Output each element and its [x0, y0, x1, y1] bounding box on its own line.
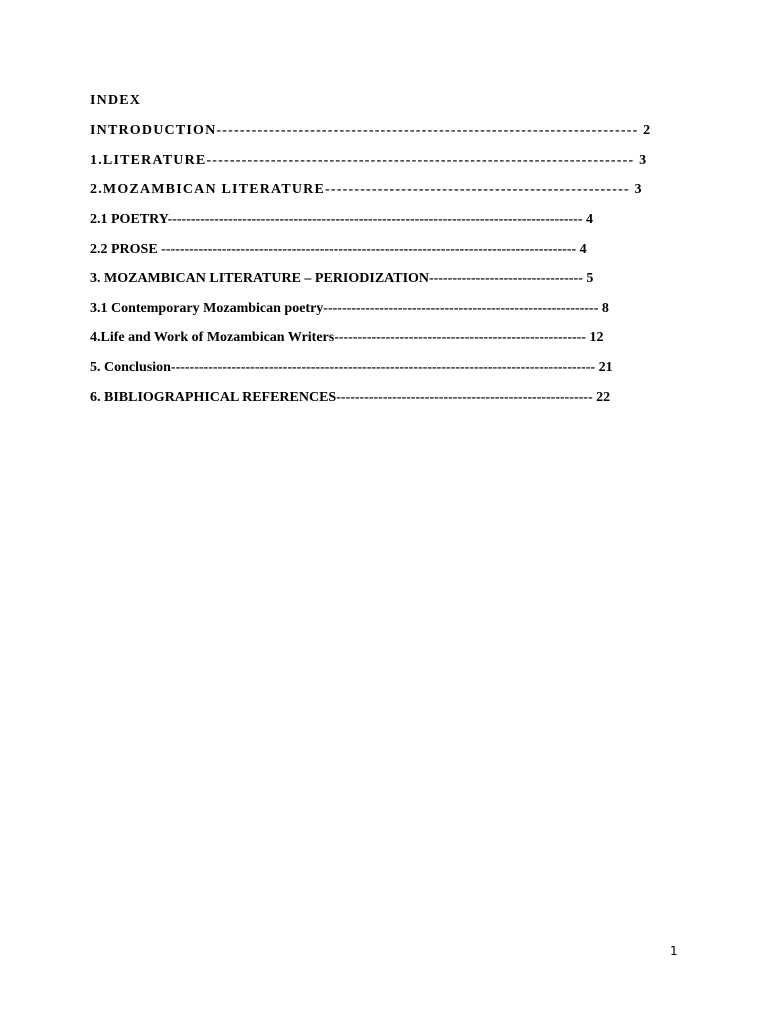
toc-entry-bibliographical-references: 6. BIBLIOGRAPHICAL REFERENCES------------------------------------------------------- 22: [90, 390, 611, 405]
index-heading: INDEX: [90, 93, 142, 108]
toc-entry-mozambican-literature: 2.MOZAMBICAN LITERATURE---------------------------------------------------- 3: [90, 182, 643, 197]
toc-entry-periodization: 3. MOZAMBICAN LITERATURE – PERIODIZATION--------------------------------- 5: [90, 271, 594, 286]
toc-entry-introduction: INTRODUCTION------------------------------------------------------------------------ 2: [90, 123, 652, 138]
toc-entry-life-and-work: 4.Life and Work of Mozambican Writers------------------------------------------------------ 12: [90, 330, 604, 345]
toc-entry-poetry: 2.1 POETRY----------------------------------------------------------------------------------------- 4: [90, 212, 593, 227]
toc-entry-prose: 2.2 PROSE ----------------------------------------------------------------------------------------- 4: [90, 242, 587, 257]
page-number: 1: [670, 944, 678, 958]
toc-entry-literature: 1.LITERATURE------------------------------------------------------------------------- 3: [90, 153, 648, 168]
toc-entry-conclusion: 5. Conclusion------------------------------------------------------------------------------------------- 21: [90, 360, 613, 375]
toc-entry-contemporary-poetry: 3.1 Contemporary Mozambican poetry----------------------------------------------------------- 8: [90, 301, 609, 316]
